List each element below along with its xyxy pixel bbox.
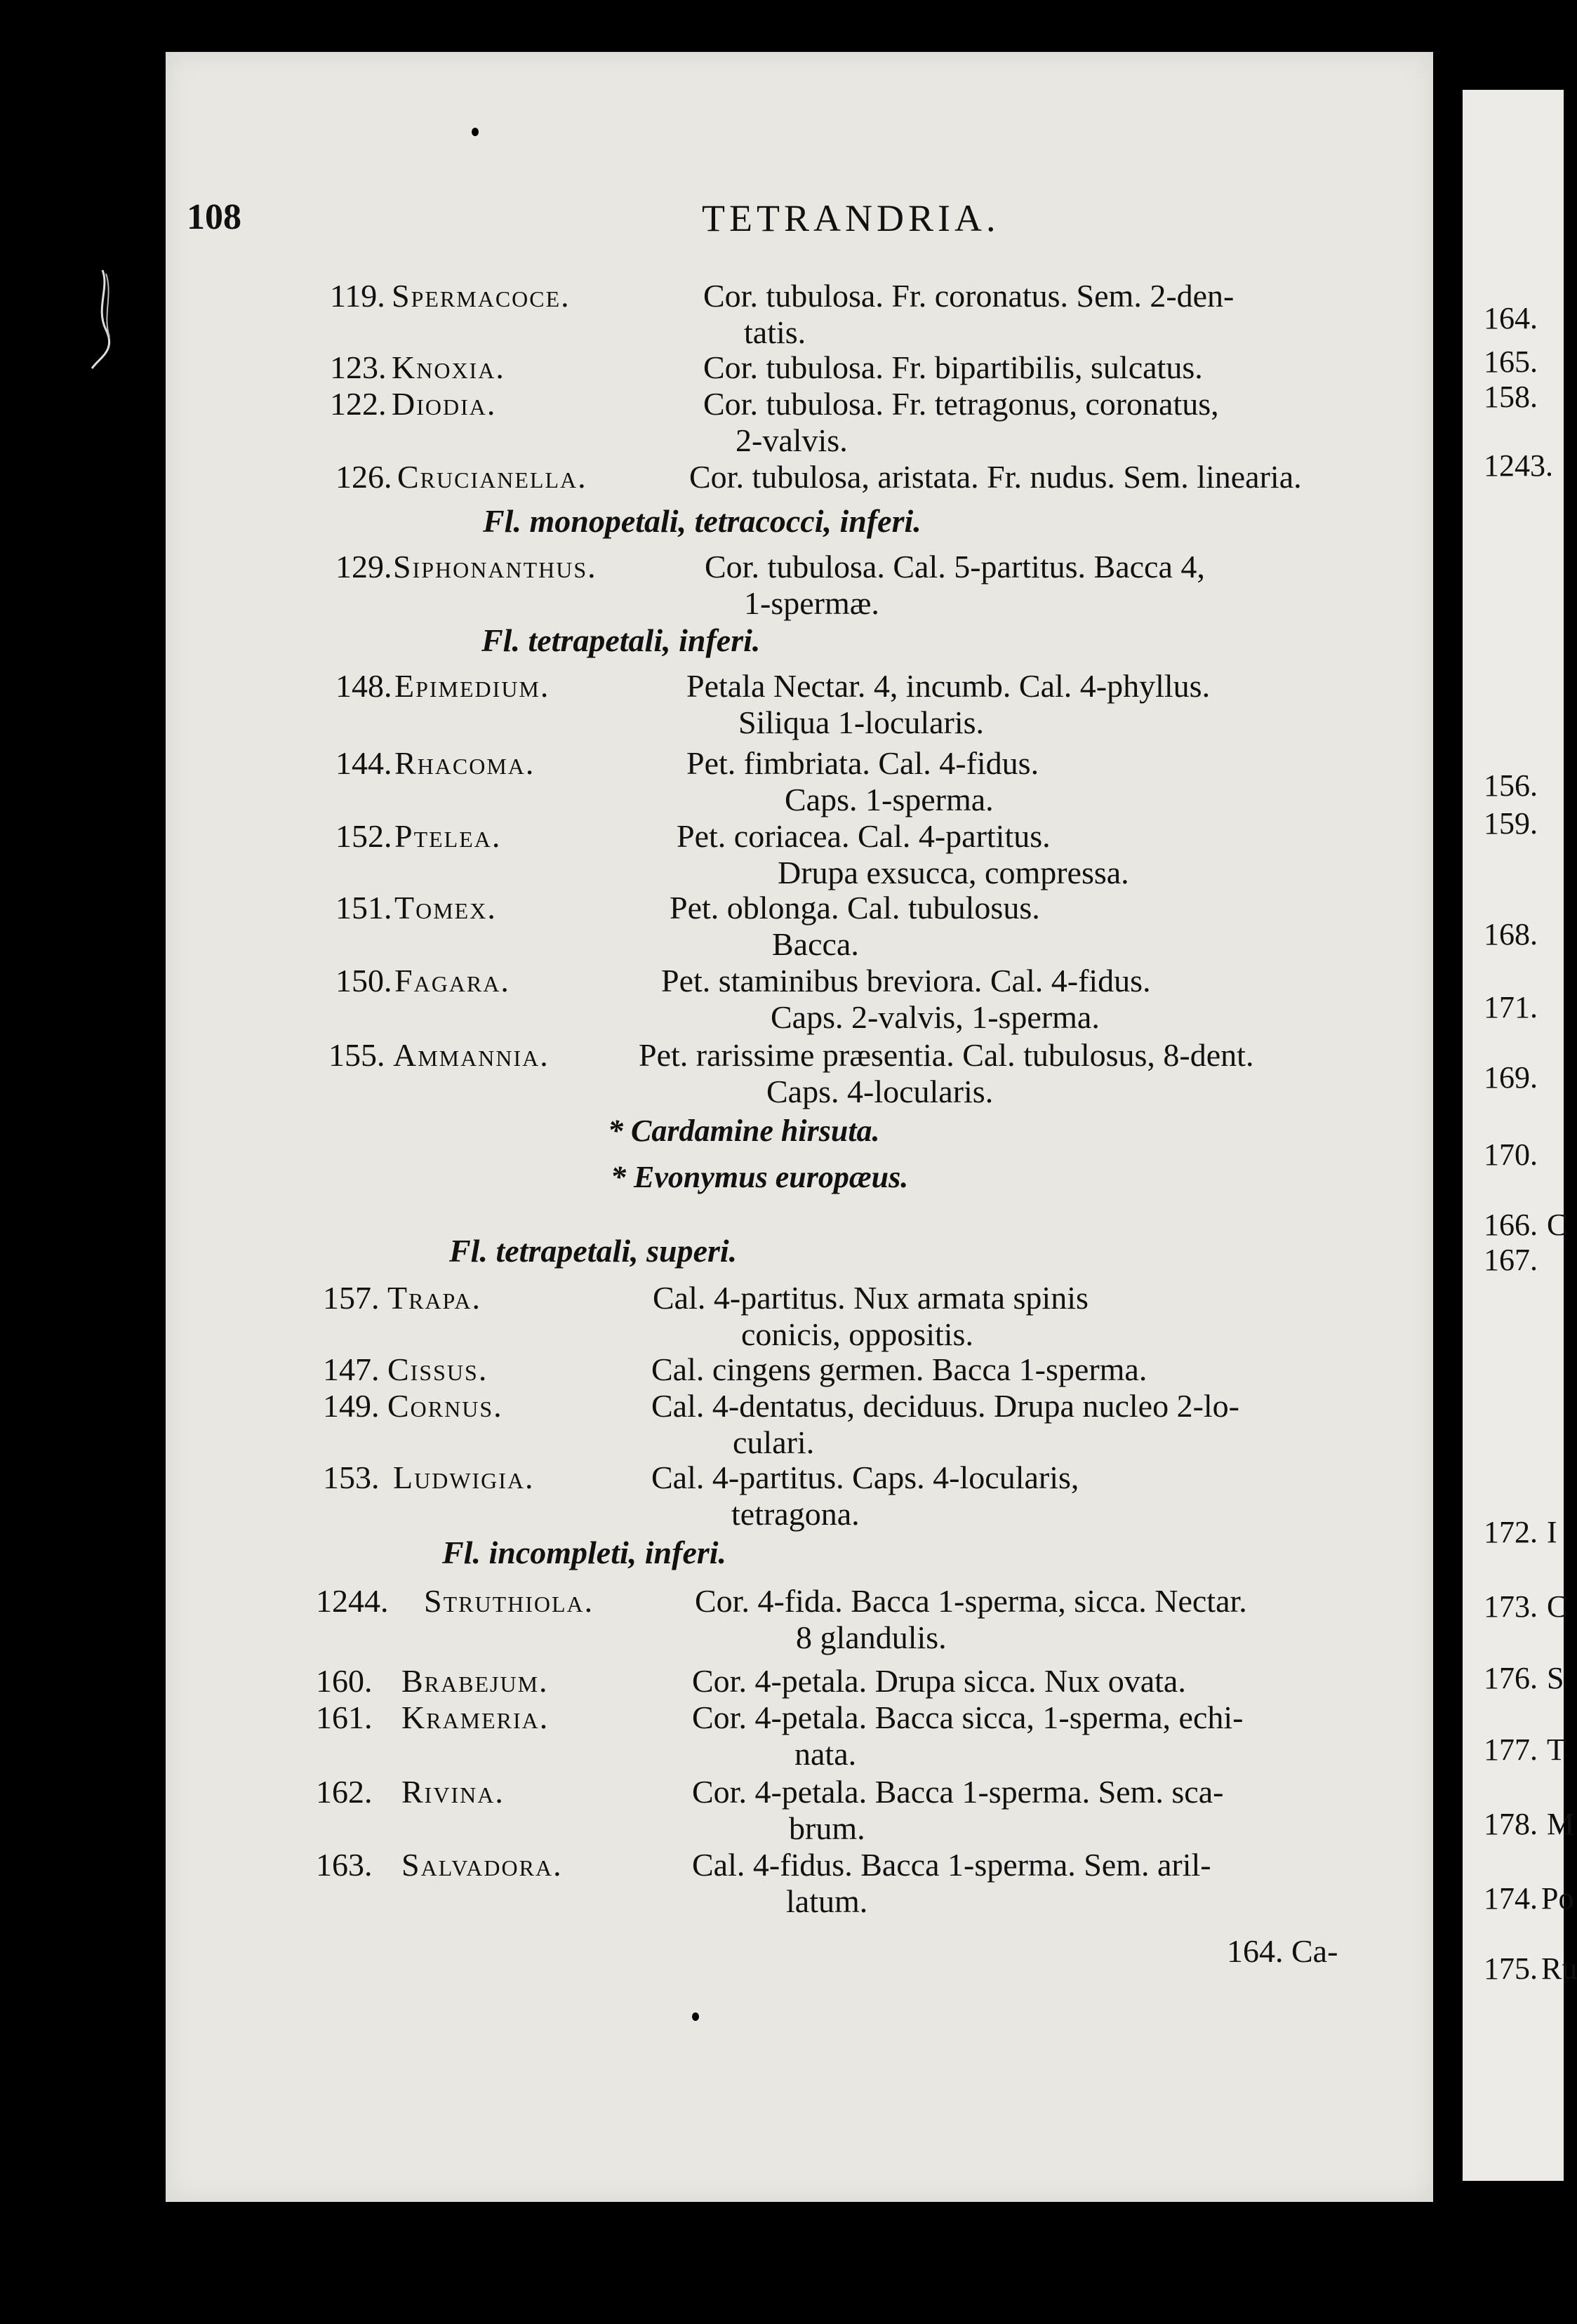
entry-genus: Krameria. [401, 1699, 550, 1735]
folio-number: 108 [187, 197, 241, 237]
entry-description: Pet. oblonga. Cal. tubulosus. [670, 890, 1040, 926]
facing-number: 171. [1484, 990, 1538, 1024]
entry-description: Cal. 4-fidus. Bacca 1-sperma. Sem. aril- [692, 1847, 1211, 1883]
entry-continuation: Bacca. [772, 926, 859, 962]
entry-description: Cor. tubulosa. Cal. 5-partitus. Bacca 4, [705, 549, 1205, 585]
entry-genus: Tomex. [394, 890, 497, 926]
facing-number: 167. [1484, 1243, 1538, 1277]
entry-description: Cor. tubulosa, aristata. Fr. nudus. Sem. linearia. [689, 459, 1302, 495]
facing-fragment: T [1547, 1732, 1566, 1767]
entry-number: 148. [335, 668, 392, 704]
entry-genus: Epimedium. [394, 668, 550, 704]
entry-genus: Spermacoce. [392, 278, 571, 314]
facing-fragment: M [1547, 1807, 1575, 1841]
entry-continuation: tetragona. [731, 1496, 860, 1532]
entry-continuation: Caps. 2-valvis, 1-sperma. [771, 999, 1100, 1035]
entry-number: 129. [335, 549, 392, 585]
entry-continuation: tatis. [744, 314, 806, 350]
facing-number: 168. [1484, 917, 1538, 951]
entry-description: Cor. 4-fida. Bacca 1-sperma, sicca. Nectar. [695, 1583, 1247, 1619]
facing-number: 165. [1484, 345, 1538, 379]
facing-fragment: C [1547, 1589, 1568, 1624]
entry-number: 147. [323, 1351, 380, 1387]
facing-number: 177. [1484, 1732, 1538, 1767]
entry-number: 157. [323, 1280, 380, 1316]
entry-description: Cal. 4-dentatus, deciduus. Drupa nucleo 2-lo- [651, 1388, 1239, 1424]
entry-genus: Struthiola. [424, 1583, 594, 1619]
section-subheading: Fl. monopetali, tetracocci, inferi. [483, 503, 921, 539]
entry-number: 144. [335, 745, 392, 781]
entry-description: Cor. tubulosa. Fr. bipartibilis, sulcatus. [703, 349, 1203, 385]
entry-genus: Brabejum. [401, 1663, 549, 1699]
entry-genus: Diodia. [392, 386, 497, 422]
entry-number: 162. [316, 1774, 373, 1810]
asterisk-note: * Cardamine hirsuta. [608, 1114, 880, 1148]
entry-description: Petala Nectar. 4, incumb. Cal. 4-phyllus. [686, 668, 1211, 704]
facing-number: 169. [1484, 1060, 1538, 1095]
entry-description: Cal. 4-partitus. Caps. 4-locularis, [651, 1460, 1079, 1495]
section-subheading: Fl. tetrapetali, superi. [449, 1233, 738, 1269]
entry-continuation: conicis, oppositis. [741, 1316, 973, 1352]
section-subheading: Fl. tetrapetali, inferi. [481, 622, 761, 658]
entry-genus: Salvadora. [401, 1847, 563, 1883]
entry-number: 151. [335, 890, 392, 926]
catchword: 164. Ca- [1227, 1933, 1338, 1969]
facing-number: 158. [1484, 380, 1538, 414]
entry-description: Pet. fimbriata. Cal. 4-fidus. [686, 745, 1039, 781]
entry-continuation: culari. [733, 1424, 815, 1460]
margin-thread-mark [81, 267, 124, 372]
facing-number: 175. [1484, 1951, 1538, 1986]
entry-genus: Ptelea. [394, 818, 502, 854]
entry-number: 150. [335, 963, 392, 999]
entry-description: Cor. 4-petala. Drupa sicca. Nux ovata. [692, 1663, 1186, 1699]
entry-continuation: 8 glandulis. [796, 1620, 947, 1655]
asterisk-note: * Evonymus europæus. [611, 1160, 909, 1194]
entry-genus: Ludwigia. [393, 1460, 535, 1495]
entry-description: Pet. coriacea. Cal. 4-partitus. [677, 818, 1051, 854]
entry-continuation: Siliqua 1-locularis. [738, 704, 985, 740]
running-title: TETRANDRIA. [702, 197, 1000, 239]
entry-number: 163. [316, 1847, 373, 1883]
entry-continuation: 2-valvis. [736, 422, 848, 458]
entry-continuation: 1-spermæ. [744, 585, 879, 621]
entry-description: Cor. 4-petala. Bacca sicca, 1-sperma, echi- [692, 1699, 1244, 1735]
facing-number: 170. [1484, 1137, 1538, 1172]
facing-number: 178. [1484, 1807, 1538, 1841]
entry-genus: Crucianella. [397, 459, 587, 495]
entry-genus: Rivina. [401, 1774, 505, 1810]
entry-genus: Siphonanthus. [393, 549, 597, 585]
facing-page-fragment [1463, 90, 1577, 2181]
entry-genus: Knoxia. [392, 349, 505, 385]
entry-number: 122. [330, 386, 387, 422]
entry-continuation: brum. [789, 1810, 865, 1846]
entry-genus: Trapa. [387, 1280, 482, 1316]
facing-fragment: C [1547, 1208, 1568, 1242]
entry-description: Pet. staminibus breviora. Cal. 4-fidus. [661, 963, 1151, 999]
facing-number: 1243. [1484, 448, 1553, 483]
entry-continuation: latum. [786, 1883, 868, 1919]
section-subheading: Fl. incompleti, inferi. [442, 1535, 727, 1570]
entry-description: Pet. rarissime præsentia. Cal. tubulosus, 8-dent. [639, 1037, 1254, 1073]
entry-continuation: Caps. 1-sperma. [785, 782, 994, 817]
entry-number: 1244. [316, 1583, 389, 1619]
facing-fragment: I [1547, 1515, 1557, 1549]
entry-number: 149. [323, 1388, 380, 1424]
entry-description: Cor. tubulosa. Fr. tetragonus, coronatus, [703, 386, 1219, 422]
entry-number: 123. [330, 349, 387, 385]
entry-continuation: Caps. 4-locularis. [766, 1074, 994, 1109]
entry-genus: Ammannia. [393, 1037, 550, 1073]
entry-genus: Rhacoma. [394, 745, 535, 781]
entry-genus: Cornus. [387, 1388, 503, 1424]
entry-continuation: Drupa exsucca, compressa. [778, 855, 1129, 890]
entry-number: 119. [330, 278, 385, 314]
entry-number: 160. [316, 1663, 373, 1699]
entry-number: 153. [323, 1460, 380, 1495]
facing-number: 176. [1484, 1661, 1538, 1695]
entry-number: 152. [335, 818, 392, 854]
ink-speck [692, 2012, 699, 2021]
facing-fragment: S [1547, 1661, 1564, 1695]
entry-genus: Fagara. [394, 963, 510, 999]
entry-description: Cal. cingens germen. Bacca 1-sperma. [651, 1351, 1147, 1387]
facing-number: 156. [1484, 768, 1538, 803]
entry-number: 155. [328, 1037, 385, 1073]
entry-description: Cal. 4-partitus. Nux armata spinis [653, 1280, 1089, 1316]
facing-number: 173. [1484, 1589, 1538, 1624]
entry-description: Cor. tubulosa. Fr. coronatus. Sem. 2-den- [703, 278, 1235, 314]
facing-fragment: Ru [1541, 1951, 1577, 1986]
facing-number: 172. [1484, 1515, 1538, 1549]
entry-genus: Cissus. [387, 1351, 488, 1387]
facing-number: 159. [1484, 806, 1538, 841]
facing-number: 166. [1484, 1208, 1538, 1242]
entry-continuation: nata. [794, 1736, 857, 1772]
ink-speck [472, 128, 479, 136]
facing-number: 164. [1484, 301, 1538, 335]
entry-description: Cor. 4-petala. Bacca 1-sperma. Sem. sca- [692, 1774, 1224, 1810]
facing-number: 174. [1484, 1881, 1538, 1916]
facing-fragment: Po [1541, 1881, 1574, 1916]
entry-number: 161. [316, 1699, 373, 1735]
entry-number: 126. [335, 459, 392, 495]
